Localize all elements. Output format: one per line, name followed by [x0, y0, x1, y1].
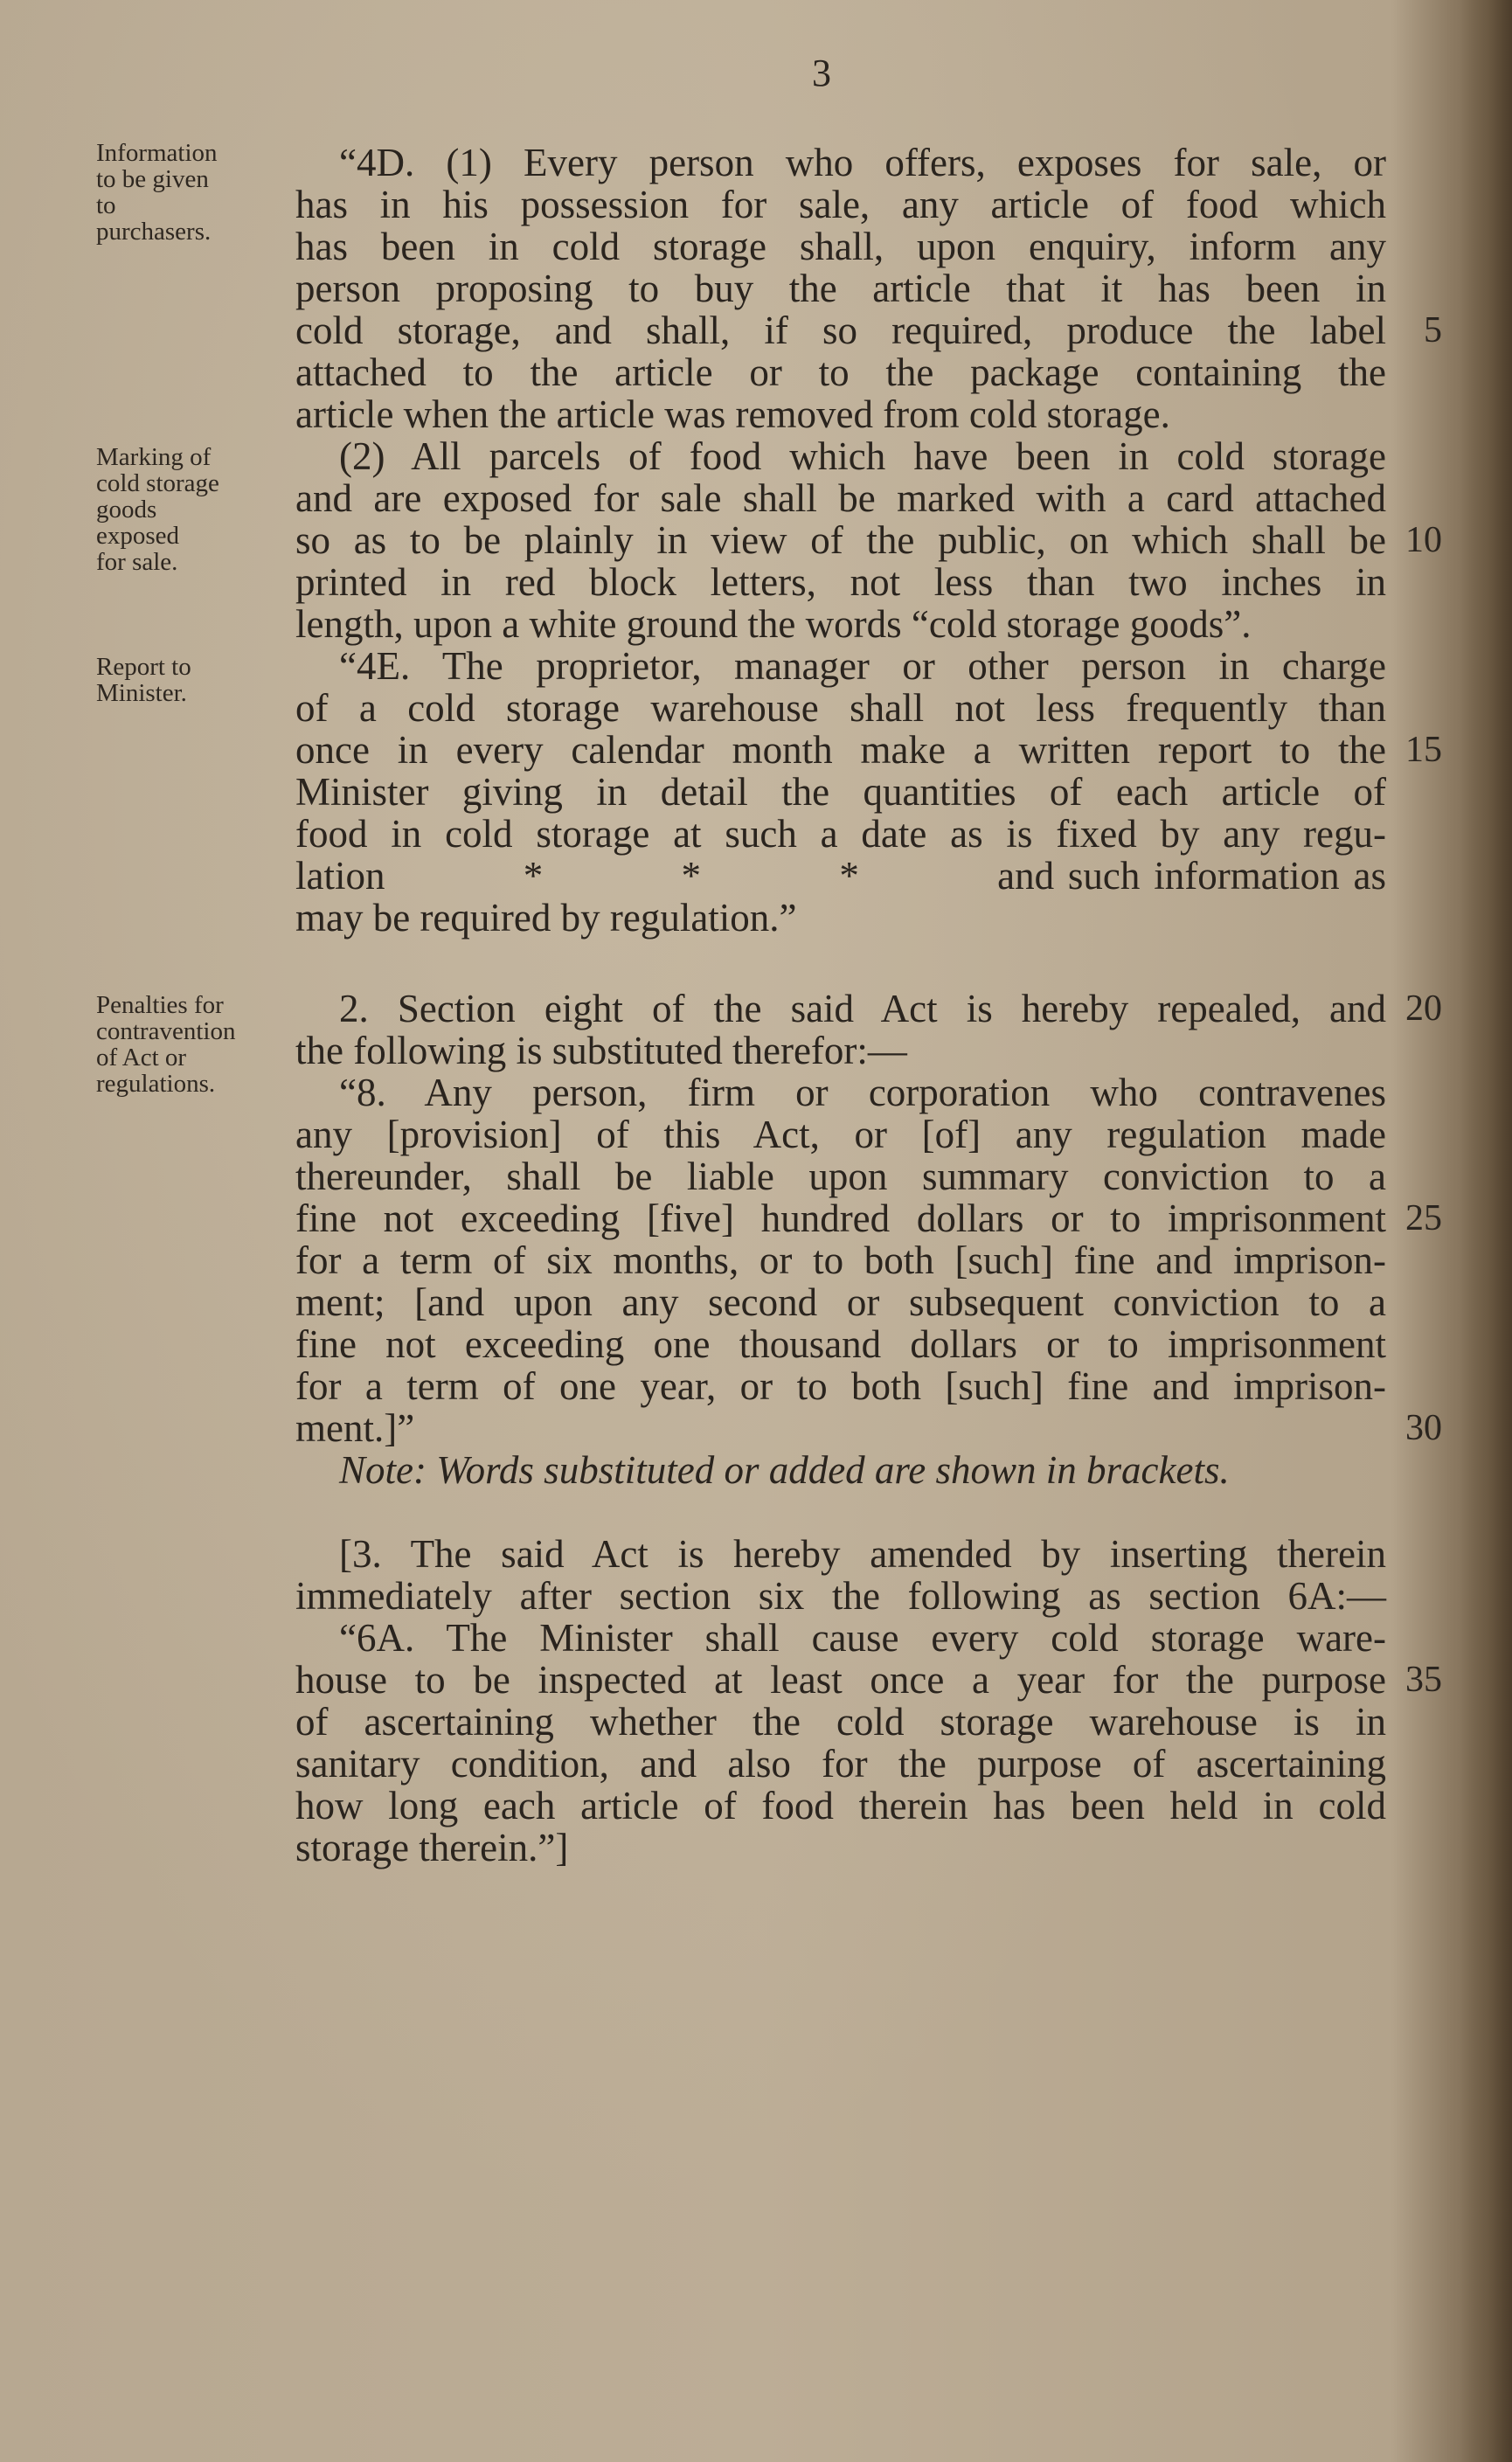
- line-number: 35: [1405, 1660, 1442, 1700]
- line-number: 15: [1405, 730, 1442, 770]
- body-line: once in every calendar month make a written report to the: [295, 728, 1386, 772]
- body-line: immediately after section six the following as section 6A:—: [295, 1574, 1386, 1618]
- body-line: length, upon a white ground the words “cold storage goods”.: [295, 602, 1252, 646]
- body-line: “6A. The Minister shall cause every cold storage ware-: [339, 1616, 1386, 1660]
- margin-note-penalties: Penalties for contravention of Act or regulations.: [96, 991, 236, 1098]
- body-line: person proposing to buy the article that it has been in: [295, 267, 1386, 310]
- body-line: fine not exceeding one thousand dollars or to imprisonment: [295, 1322, 1386, 1366]
- body-line: house to be inspected at least once a year for the purpose: [295, 1658, 1386, 1702]
- line-number: 5: [1424, 310, 1442, 350]
- line-number: 30: [1405, 1408, 1442, 1448]
- editorial-note: Note: Words substituted or added are shown in brackets.: [339, 1448, 1230, 1492]
- body-line: food in cold storage at such a date as is fixed by any regu-: [295, 812, 1386, 856]
- body-line: attached to the article or to the package containing the: [295, 350, 1386, 394]
- body-line: and are exposed for sale shall be marked with a card attached: [295, 476, 1386, 520]
- body-line: has in his possession for sale, any article of food which: [295, 183, 1386, 226]
- body-line: for a term of one year, or to both [such] fine and imprison-: [295, 1364, 1386, 1408]
- body-line: cold storage, and shall, if so required, produce the label: [295, 309, 1386, 352]
- body-line: of a cold storage warehouse shall not less frequently than: [295, 686, 1386, 730]
- body-line: sanitary condition, and also for the purpose of ascertaining: [295, 1742, 1386, 1786]
- page-edge-shadow: [1460, 0, 1512, 2462]
- body-line: “8. Any person, firm or corporation who contravenes: [339, 1071, 1386, 1114]
- body-line: any [provision] of this Act, or [of] any regulation made: [295, 1113, 1386, 1156]
- body-line: has been in cold storage shall, upon enquiry, inform any: [295, 225, 1386, 268]
- body-line: of ascertaining whether the cold storage warehouse is in: [295, 1700, 1386, 1744]
- body-line: the following is substituted therefor:—: [295, 1029, 907, 1072]
- body-line: may be required by regulation.”: [295, 896, 797, 940]
- body-line: storage therein.”]: [295, 1826, 569, 1869]
- body-line: 2. Section eight of the said Act is hereby repealed, and: [339, 987, 1386, 1030]
- body-line: lation * * * and such information as: [295, 854, 1386, 898]
- line-number: 25: [1405, 1198, 1442, 1238]
- body-line: so as to be plainly in view of the public, on which shall be: [295, 518, 1386, 562]
- body-line: printed in red block letters, not less than two inches in: [295, 560, 1386, 604]
- body-line: (2) All parcels of food which have been in cold storage: [339, 434, 1386, 478]
- body-line: how long each article of food therein has been held in cold: [295, 1784, 1386, 1827]
- margin-note-report: Report to Minister.: [96, 653, 191, 707]
- body-line: Minister giving in detail the quantities of each article of: [295, 770, 1386, 814]
- body-line: article when the article was removed from cold storage.: [295, 392, 1170, 436]
- body-line: ment.]”: [295, 1406, 415, 1450]
- body-line: for a term of six months, or to both [such] fine and imprison-: [295, 1238, 1386, 1282]
- body-line: “4D. (1) Every person who offers, exposes for sale, or: [339, 141, 1386, 184]
- line-number: 10: [1405, 520, 1442, 560]
- body-line: “4E. The proprietor, manager or other person in charge: [339, 644, 1386, 688]
- margin-note-marking: Marking of cold storage goods exposed for sale.: [96, 443, 219, 576]
- body-line: ment; [and upon any second or subsequent conviction to a: [295, 1280, 1386, 1324]
- line-number: 20: [1405, 988, 1442, 1029]
- body-line: [3. The said Act is hereby amended by inserting therein: [339, 1532, 1386, 1576]
- body-line: thereunder, shall be liable upon summary conviction to a: [295, 1155, 1386, 1198]
- page-number: 3: [812, 52, 831, 94]
- body-line: fine not exceeding [five] hundred dollars or to imprisonment: [295, 1196, 1386, 1240]
- margin-note-information: Information to be given to purchasers.: [96, 139, 218, 246]
